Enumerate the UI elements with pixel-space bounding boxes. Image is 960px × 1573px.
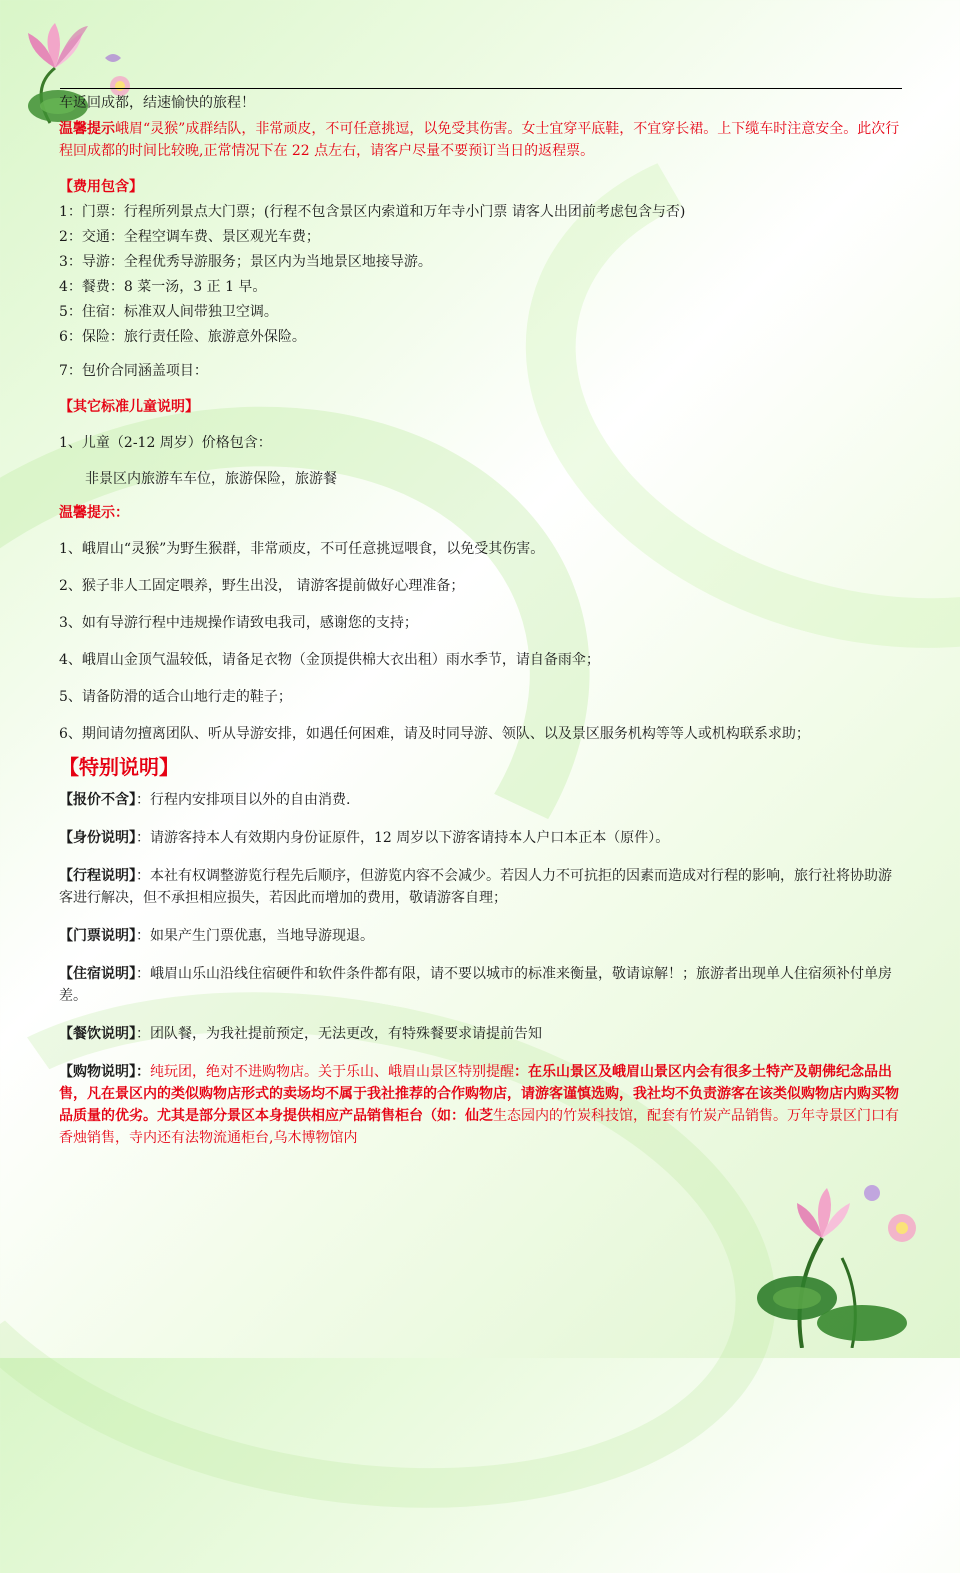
fee-item: 1：门票：行程所列景点大门票；(行程不包含景区内索道和万年寺小门票 请客人出团前考虑包含与否) — [59, 204, 686, 220]
shopping-text: ：在乐山景区及峨眉山景区内会有很多土特产及朝佛纪念品出售，凡在景区内的类似购物店形式的卖场均不属于我社推荐的合作购物店，请游客谨慎选购，我社均不负责游客在该类似购物店内购买物品质量的优劣。尤其是部分景区本身提供相应产品销售柜台（如： — [59, 1064, 899, 1124]
special-item-text: ：团队餐，为我社提前预定，无法更改，有特殊餐要求请提前告知 — [136, 1026, 542, 1042]
special-item — [59, 963, 905, 1007]
special-item-text: ：请游客持本人有效期内身份证原件，12 周岁以下游客请持本人户口本正本（原件）。 — [136, 830, 670, 846]
special-item-text: ：行程内安排项目以外的自由消费. — [136, 792, 351, 808]
special-item-label: 【住宿说明】 — [59, 966, 136, 982]
tip-item: 3、如有导游行程中违规操作请致电我司，感谢您的支持； — [59, 615, 418, 631]
tips-heading: 温馨提示： — [59, 505, 129, 521]
special-item — [59, 789, 905, 811]
children-heading: 【其它标准儿童说明】 — [59, 399, 199, 415]
special-item-label: 【报价不含】 — [59, 792, 136, 808]
warm-tip-paragraph — [59, 118, 905, 162]
lotus-flower-decoration-icon — [742, 1148, 942, 1348]
fee-item: 2：交通：全程空调车费、景区观光车费； — [59, 229, 320, 245]
fee-item: 7：包价合同涵盖项目： — [59, 363, 208, 379]
special-item-text: ：峨眉山乐山沿线住宿硬件和软件条件都有限，请不要以城市的标准来衡量，敬请谅解！；旅游者出现单人住宿须补付单房差。 — [59, 966, 892, 1004]
header-rule — [60, 88, 902, 89]
itinerary-end-line: 车返回成都，结速愉快的旅程！ — [59, 95, 255, 111]
special-item-text: ：如果产生门票优惠，当地导游现退。 — [136, 928, 374, 944]
special-item-label: 【行程说明】 — [59, 868, 136, 884]
shopping-colon: ： — [136, 1064, 150, 1080]
special-item-label: 【餐饮说明】 — [59, 1026, 136, 1042]
special-item — [59, 827, 905, 849]
special-item — [59, 865, 905, 909]
special-item — [59, 1023, 905, 1045]
fee-item: 5：住宿：标准双人间带独卫空调。 — [59, 304, 278, 320]
children-line: 1、儿童（2-12 周岁）价格包含： — [59, 435, 272, 451]
special-item-label: 【身份说明】 — [59, 830, 136, 846]
shopping-text: 生态园内的竹炭科技馆，配套有竹炭产品销售。万年寺景区门口有香烛销售，寺内还有法物流通柜台,乌木博物馆内 — [59, 1108, 899, 1146]
warm-tip-label: 温馨提示 — [59, 121, 115, 137]
fee-item: 6：保险：旅行责任险、旅游意外保险。 — [59, 329, 306, 345]
tip-item: 1、峨眉山“灵猴”为野生猴群，非常顽皮，不可任意挑逗喂食，以免受其伤害。 — [59, 541, 545, 557]
special-heading: 【特别说明】 — [59, 755, 179, 779]
fees-heading: 【费用包含】 — [59, 179, 143, 195]
document-body — [59, 92, 905, 1149]
fee-item: 4：餐费：8 菜一汤，3 正 1 早。 — [59, 279, 267, 295]
special-item-label: 【门票说明】 — [59, 928, 136, 944]
shopping-label: 【购物说明】 — [59, 1064, 136, 1080]
tip-item: 4、峨眉山金顶气温较低，请备足衣物（金顶提供棉大衣出租）雨水季节，请自备雨伞； — [59, 652, 600, 668]
children-line: 非景区内旅游车车位，旅游保险，旅游餐 — [85, 471, 337, 487]
special-item-text: ：本社有权调整游览行程先后顺序，但游览内容不会减少。若因人力不可抗拒的因素而造成对行程的影响，旅行社将协助游客进行解决，但不承担相应损失，若因此而增加的费用，敬请游客自理； — [59, 868, 892, 906]
fee-item: 3：导游：全程优秀导游服务；景区内为当地景区地接导游。 — [59, 254, 432, 270]
tip-item: 5、请备防滑的适合山地行走的鞋子； — [59, 689, 292, 705]
tip-item: 6、期间请勿擅离团队、听从导游安排，如遇任何困难，请及时同导游、领队、以及景区服务机构等等人或机构联系求助； — [59, 726, 810, 742]
shopping-text: 纯玩团，绝对不进购物店。关于乐山、峨眉山景区特别提醒 — [150, 1064, 514, 1080]
special-item — [59, 925, 905, 947]
shopping-text-bold: 仙芝 — [465, 1108, 493, 1124]
tip-item: 2、猴子非人工固定喂养，野生出没， 请游客提前做好心理准备； — [59, 578, 465, 594]
warm-tip-text: 峨眉“灵猴”成群结队，非常顽皮，不可任意挑逗，以免受其伤害。女士宜穿平底鞋，不宜穿长裙。上下缆车时注意安全。此次行程回成都的时间比较晚,正常情况下在 22 点左右，请客户尽量不要预订当日的返程票。 — [59, 121, 900, 159]
shopping-paragraph — [59, 1061, 905, 1149]
